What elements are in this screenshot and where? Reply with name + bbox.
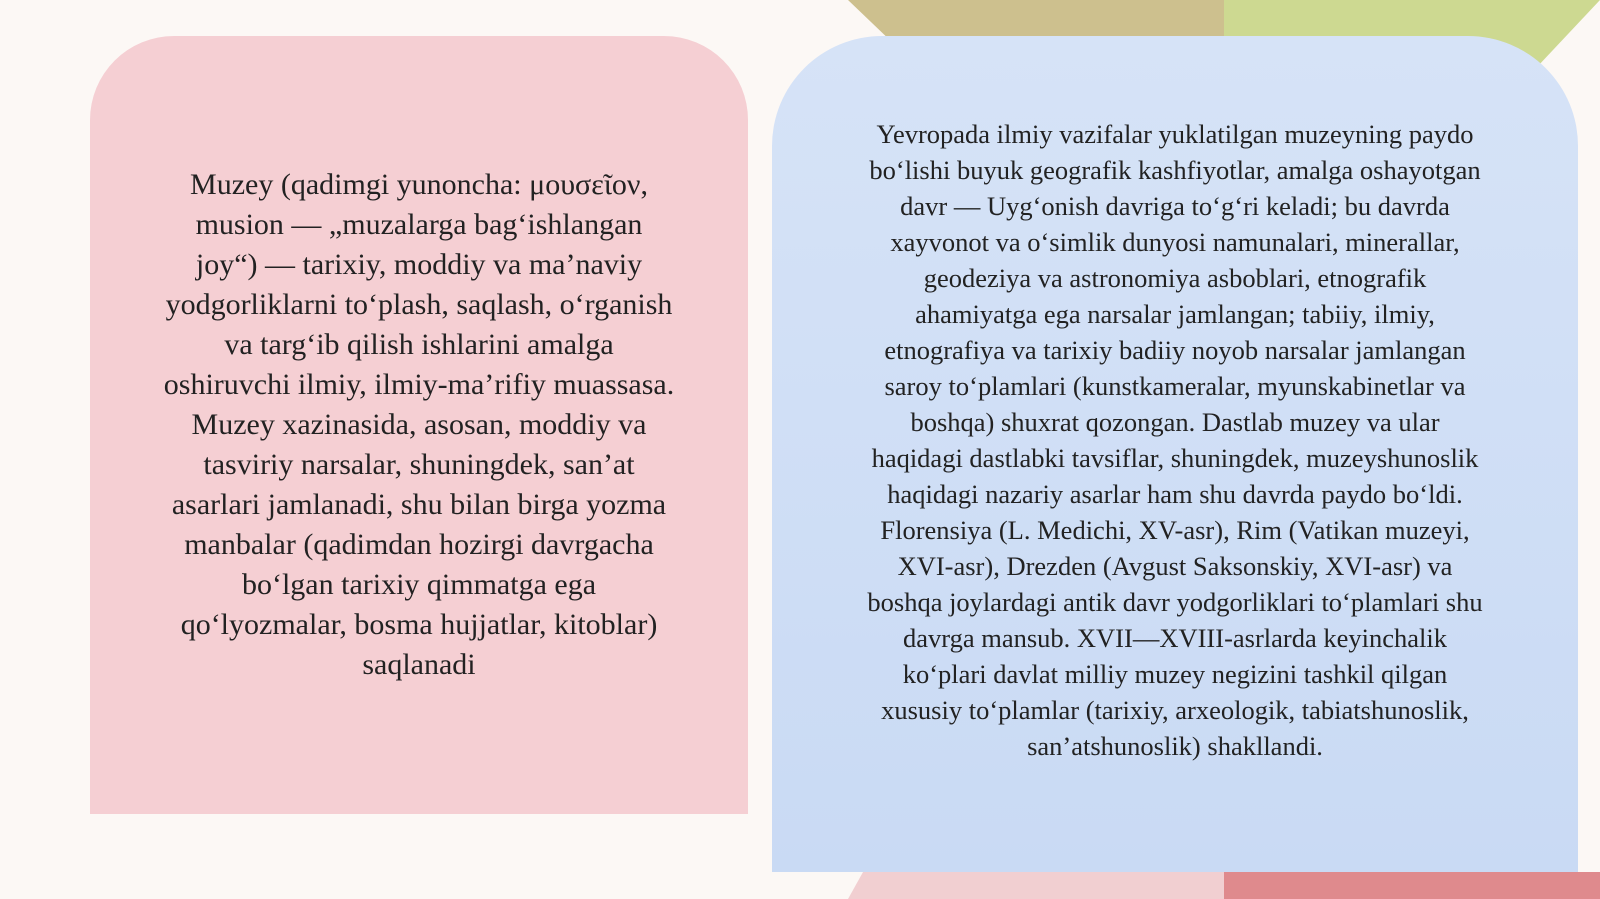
decorative-bottom-red-shape xyxy=(1224,872,1600,899)
decorative-bottom-pink-shape xyxy=(848,872,1224,899)
museum-history-text: Yevropada ilmiy vazifalar yuklatilgan muzeyning paydo bo‘lishi buyuk geografik kashfiyotlar, amalga oshayotgan davr — Uyg‘onish davriga to‘g‘ri keladi; bu davrda xayvonot va o‘simlik dunyosi namunalari, minerallar, geodeziya va astronomiya asboblari, etnografik ahamiyatga ega narsalar jamlangan; tabiiy, ilmiy, etnografiya va tarixiy badiiy noyob narsalar jamlangan saroy to‘plamlari (kunstkameralar, myunskabinetlar va boshqa) shuxrat qozongan. Dastlab muzey va ular haqidagi dastlabki tavsiflar, shuningdek, muzeyshunoslik haqidagi nazariy asarlar ham shu davrda paydo bo‘ldi. Florensiya (L. Medichi, XV-asr), Rim (Vatikan muzeyi, XVI-asr), Drezden (Avgust Saksonskiy, XVI-asr) va boshqa joylardagi antik davr yodgorliklari to‘plamlari shu davrga mansub. XVII—XVIII-asrlarda keyinchalik ko‘plari davlat milliy muzey negizini tashkil qilgan xususiy to‘plamlar (tarixiy, arxeologik, tabiatshunoslik, san’atshunoslik) shakllandi. xyxy=(867,119,1483,761)
right-text-card xyxy=(772,36,1578,872)
decorative-top-tan-shape xyxy=(848,0,1224,36)
museum-definition-text: Muzey (qadimgi yunoncha: μουσεῖον, musion — „muzalarga bag‘ishlangan joy“) — tarixiy, moddiy va ma’naviy yodgorliklarni to‘plash, saqlash, o‘rganish va targ‘ib qilish ishlarini amalga oshiruvchi ilmiy, ilmiy-ma’rifiy muassasa. Muzey xazinasida, asosan, moddiy va tasviriy narsalar, shuningdek, san’at asarlari jamlanadi, shu bilan birga yozma manbalar (qadimdan hozirgi davrgacha bo‘lgan tarixiy qimmatga ega qo‘lyozmalar, bosma hujjatlar, kitoblar) saqlanadi xyxy=(163,168,675,681)
left-text-card xyxy=(90,36,748,814)
